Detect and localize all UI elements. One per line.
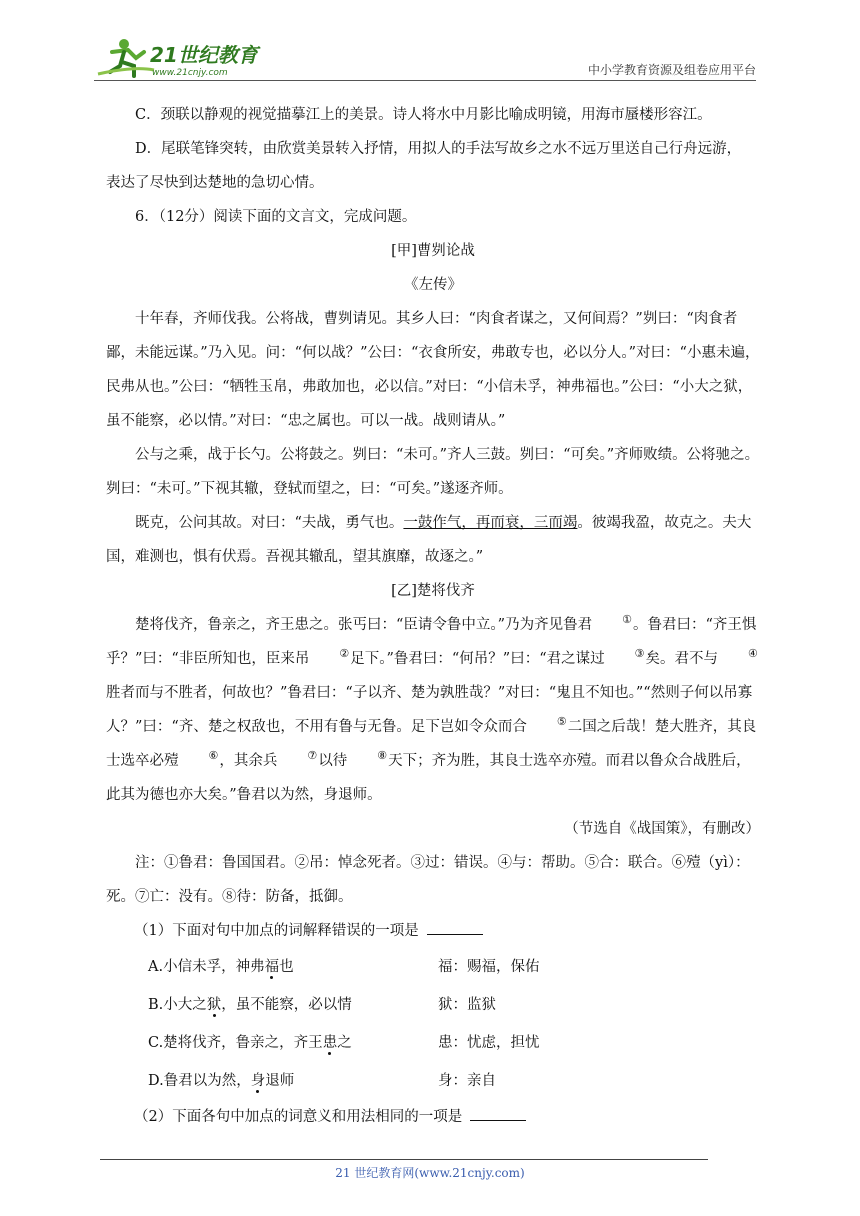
option-a-row bbox=[106, 948, 760, 986]
dotted-word-c: 患 bbox=[322, 1035, 338, 1051]
option-c-sentence bbox=[106, 1024, 438, 1062]
option-c-row bbox=[106, 1024, 760, 1062]
passage-jia-paragraph-3 bbox=[106, 506, 760, 574]
passage-jia-source: 《左传》 bbox=[404, 277, 462, 293]
annotations: 注：①鲁君：鲁国国君。②吊：悼念死者。③过：错误。④与：帮助。⑤合：联合。⑥殪（yì）：死。⑦亡：没有。⑧待：防备，抵御。 bbox=[106, 855, 750, 905]
option-d-prev: D．尾联笔锋突转，由欣赏美景转入抒情，用拟人的手法写故乡之水不远万里送自己行舟远游， bbox=[135, 141, 742, 157]
sub-question-2 bbox=[106, 1100, 760, 1134]
dotted-word-d: 身 bbox=[250, 1073, 266, 1089]
footnote-mark-4: ④ bbox=[747, 647, 758, 661]
option-d-gloss: 身：亲自 bbox=[438, 1073, 496, 1089]
sub-question-2-text: （2）下面各句中加点的词意义和用法相同的一项是 bbox=[134, 1109, 463, 1125]
logo-url: www.21cnjy.com bbox=[152, 68, 228, 78]
document-body bbox=[106, 98, 760, 1134]
footnote-mark-6: ⑥ bbox=[208, 749, 219, 763]
opt-c-pre: C.楚将伐齐，鲁亲之，齐王 bbox=[148, 1035, 323, 1051]
footnote-mark-2: ② bbox=[339, 647, 350, 661]
passage-yi-title: [乙]楚将伐齐 bbox=[391, 583, 475, 599]
option-d-sentence bbox=[106, 1062, 438, 1100]
passage-yi-paragraph bbox=[106, 608, 760, 812]
opt-d-post: 退师 bbox=[265, 1073, 295, 1089]
option-b-gloss: 狱：监狱 bbox=[438, 997, 496, 1013]
passage-yi-source: （节选自《战国策》，有删改） bbox=[564, 821, 760, 837]
opt-d-pre: D.鲁君以为然， bbox=[148, 1073, 251, 1089]
option-b-row bbox=[106, 986, 760, 1024]
site-logo bbox=[94, 36, 264, 82]
yi-seg-6: 二国之后哉！楚大胜齐，其良士选卒必殪 bbox=[106, 719, 757, 769]
footnote-mark-1: ① bbox=[622, 613, 632, 627]
header-divider bbox=[94, 80, 756, 81]
runner-icon bbox=[98, 39, 154, 76]
yi-seg-3: 足下。”鲁君曰：“何吊？”曰：“君之谋过 bbox=[350, 651, 605, 667]
yi-seg-4: 矣。君不与 bbox=[645, 651, 718, 667]
sub-question-1-text: （1）下面对句中加点的词解释错误的一项是 bbox=[134, 923, 419, 939]
yi-seg-2: 。鲁君曰：“齐王惧乎？”曰：“非臣所知也，臣来吊 bbox=[106, 617, 757, 667]
yi-seg-8: 以待 bbox=[318, 753, 348, 769]
jia-p3-start: 既克，公问其故。对曰：“夫战，勇气也。 bbox=[135, 515, 404, 531]
underlined-sentence: 一鼓作气，再而衰，三而竭 bbox=[403, 515, 578, 531]
passage-jia-paragraph-2: 公与之乘，战于长勺。公将鼓之。刿曰：“未可。”齐人三鼓。刿曰：“可矣。”齐师败绩。公将驰之。刿曰：“未可。”下视其辙，登轼而望之，曰：“可矣。”遂逐齐师。 bbox=[106, 447, 760, 497]
option-a-gloss: 福：赐福，保佑 bbox=[438, 959, 540, 975]
footnote-mark-5: ⑤ bbox=[556, 715, 567, 729]
footnote-mark-3: ③ bbox=[634, 647, 645, 661]
question-6-stem: 6．（12分）阅读下面的文言文，完成问题。 bbox=[135, 209, 417, 225]
yi-seg-1: 楚将伐齐，鲁亲之，齐王患之。张丐曰：“臣请令鲁中立。”乃为齐见鲁君 bbox=[135, 617, 593, 633]
footnote-mark-8: ⑧ bbox=[377, 749, 388, 763]
passage-jia-title: [甲]曹刿论战 bbox=[391, 243, 475, 259]
opt-a-post: 也 bbox=[279, 959, 294, 975]
option-c-prev: C．颈联以静观的视觉描摹江上的美景。诗人将水中月影比喻成明镜，用海市蜃楼形容江。 bbox=[135, 107, 712, 123]
dotted-word-b: 狱 bbox=[206, 997, 222, 1013]
answer-blank-1[interactable] bbox=[427, 922, 483, 935]
opt-a-pre: A.小信未孚，神弗 bbox=[148, 959, 265, 975]
opt-b-post: ，虽不能察，必以情 bbox=[221, 997, 352, 1013]
dotted-word-a: 福 bbox=[264, 959, 280, 975]
option-a-sentence bbox=[106, 948, 438, 986]
footer-divider bbox=[100, 1159, 708, 1160]
option-d-row bbox=[106, 1062, 760, 1100]
answer-blank-2[interactable] bbox=[470, 1108, 526, 1121]
yi-seg-5: 胜者而与不胜者，何故也？”鲁君曰：“子以齐、楚为孰胜哉？”对曰：“鬼且不知也。”“然则子何以吊寡人？”曰：“齐、楚之权敌也，不用有鲁与无鲁。足下岂如令众而合 bbox=[106, 685, 753, 735]
option-d-prev-cont: 表达了尽快到达楚地的急切心情。 bbox=[106, 175, 324, 191]
passage-jia-paragraph-1: 十年春，齐师伐我。公将战，曹刿请见。其乡人曰：“肉食者谋之，又何间焉？”刿曰：“肉食者鄙，未能远谋。”乃入见。问：“何以战？”公曰：“衣食所安，弗敢专也，必以分人。”对曰：“小惠未遍，民弗从也。”公曰：“牺牲玉帛，弗敢加也，必以信。”对曰：“小信未孚，神弗福也。”公曰：“小大之狱，虽不能察，必以情。”对曰：“忠之属也。可以一战。战则请从。” bbox=[106, 311, 760, 429]
footnote-mark-7: ⑦ bbox=[307, 749, 318, 763]
jia-p3-end: 。彼竭我盈，故克之。夫大国，难测也，惧有伏焉。吾视其辙乱，望其旗靡，故逐之。” bbox=[106, 515, 752, 565]
platform-name: 中小学教育资源及组卷应用平台 bbox=[587, 63, 756, 77]
opt-b-pre: B.小大之 bbox=[148, 997, 207, 1013]
opt-c-post: 之 bbox=[337, 1035, 352, 1051]
yi-seg-7: ，其余兵 bbox=[219, 753, 278, 769]
footer-link[interactable]: 21 世纪教育网(www.21cnjy.com) bbox=[335, 1166, 525, 1180]
option-b-sentence bbox=[106, 986, 438, 1024]
sub-question-1 bbox=[106, 914, 760, 948]
logo-title: 21世纪教育 bbox=[150, 43, 258, 67]
yi-seg-9: 天下；齐为胜，其良士选卒亦殪。而君以鲁众合战胜后，此其为德也亦大矣。”鲁君以为然，身退师。 bbox=[106, 753, 751, 803]
option-c-gloss: 患：忧虑，担忧 bbox=[438, 1035, 540, 1051]
